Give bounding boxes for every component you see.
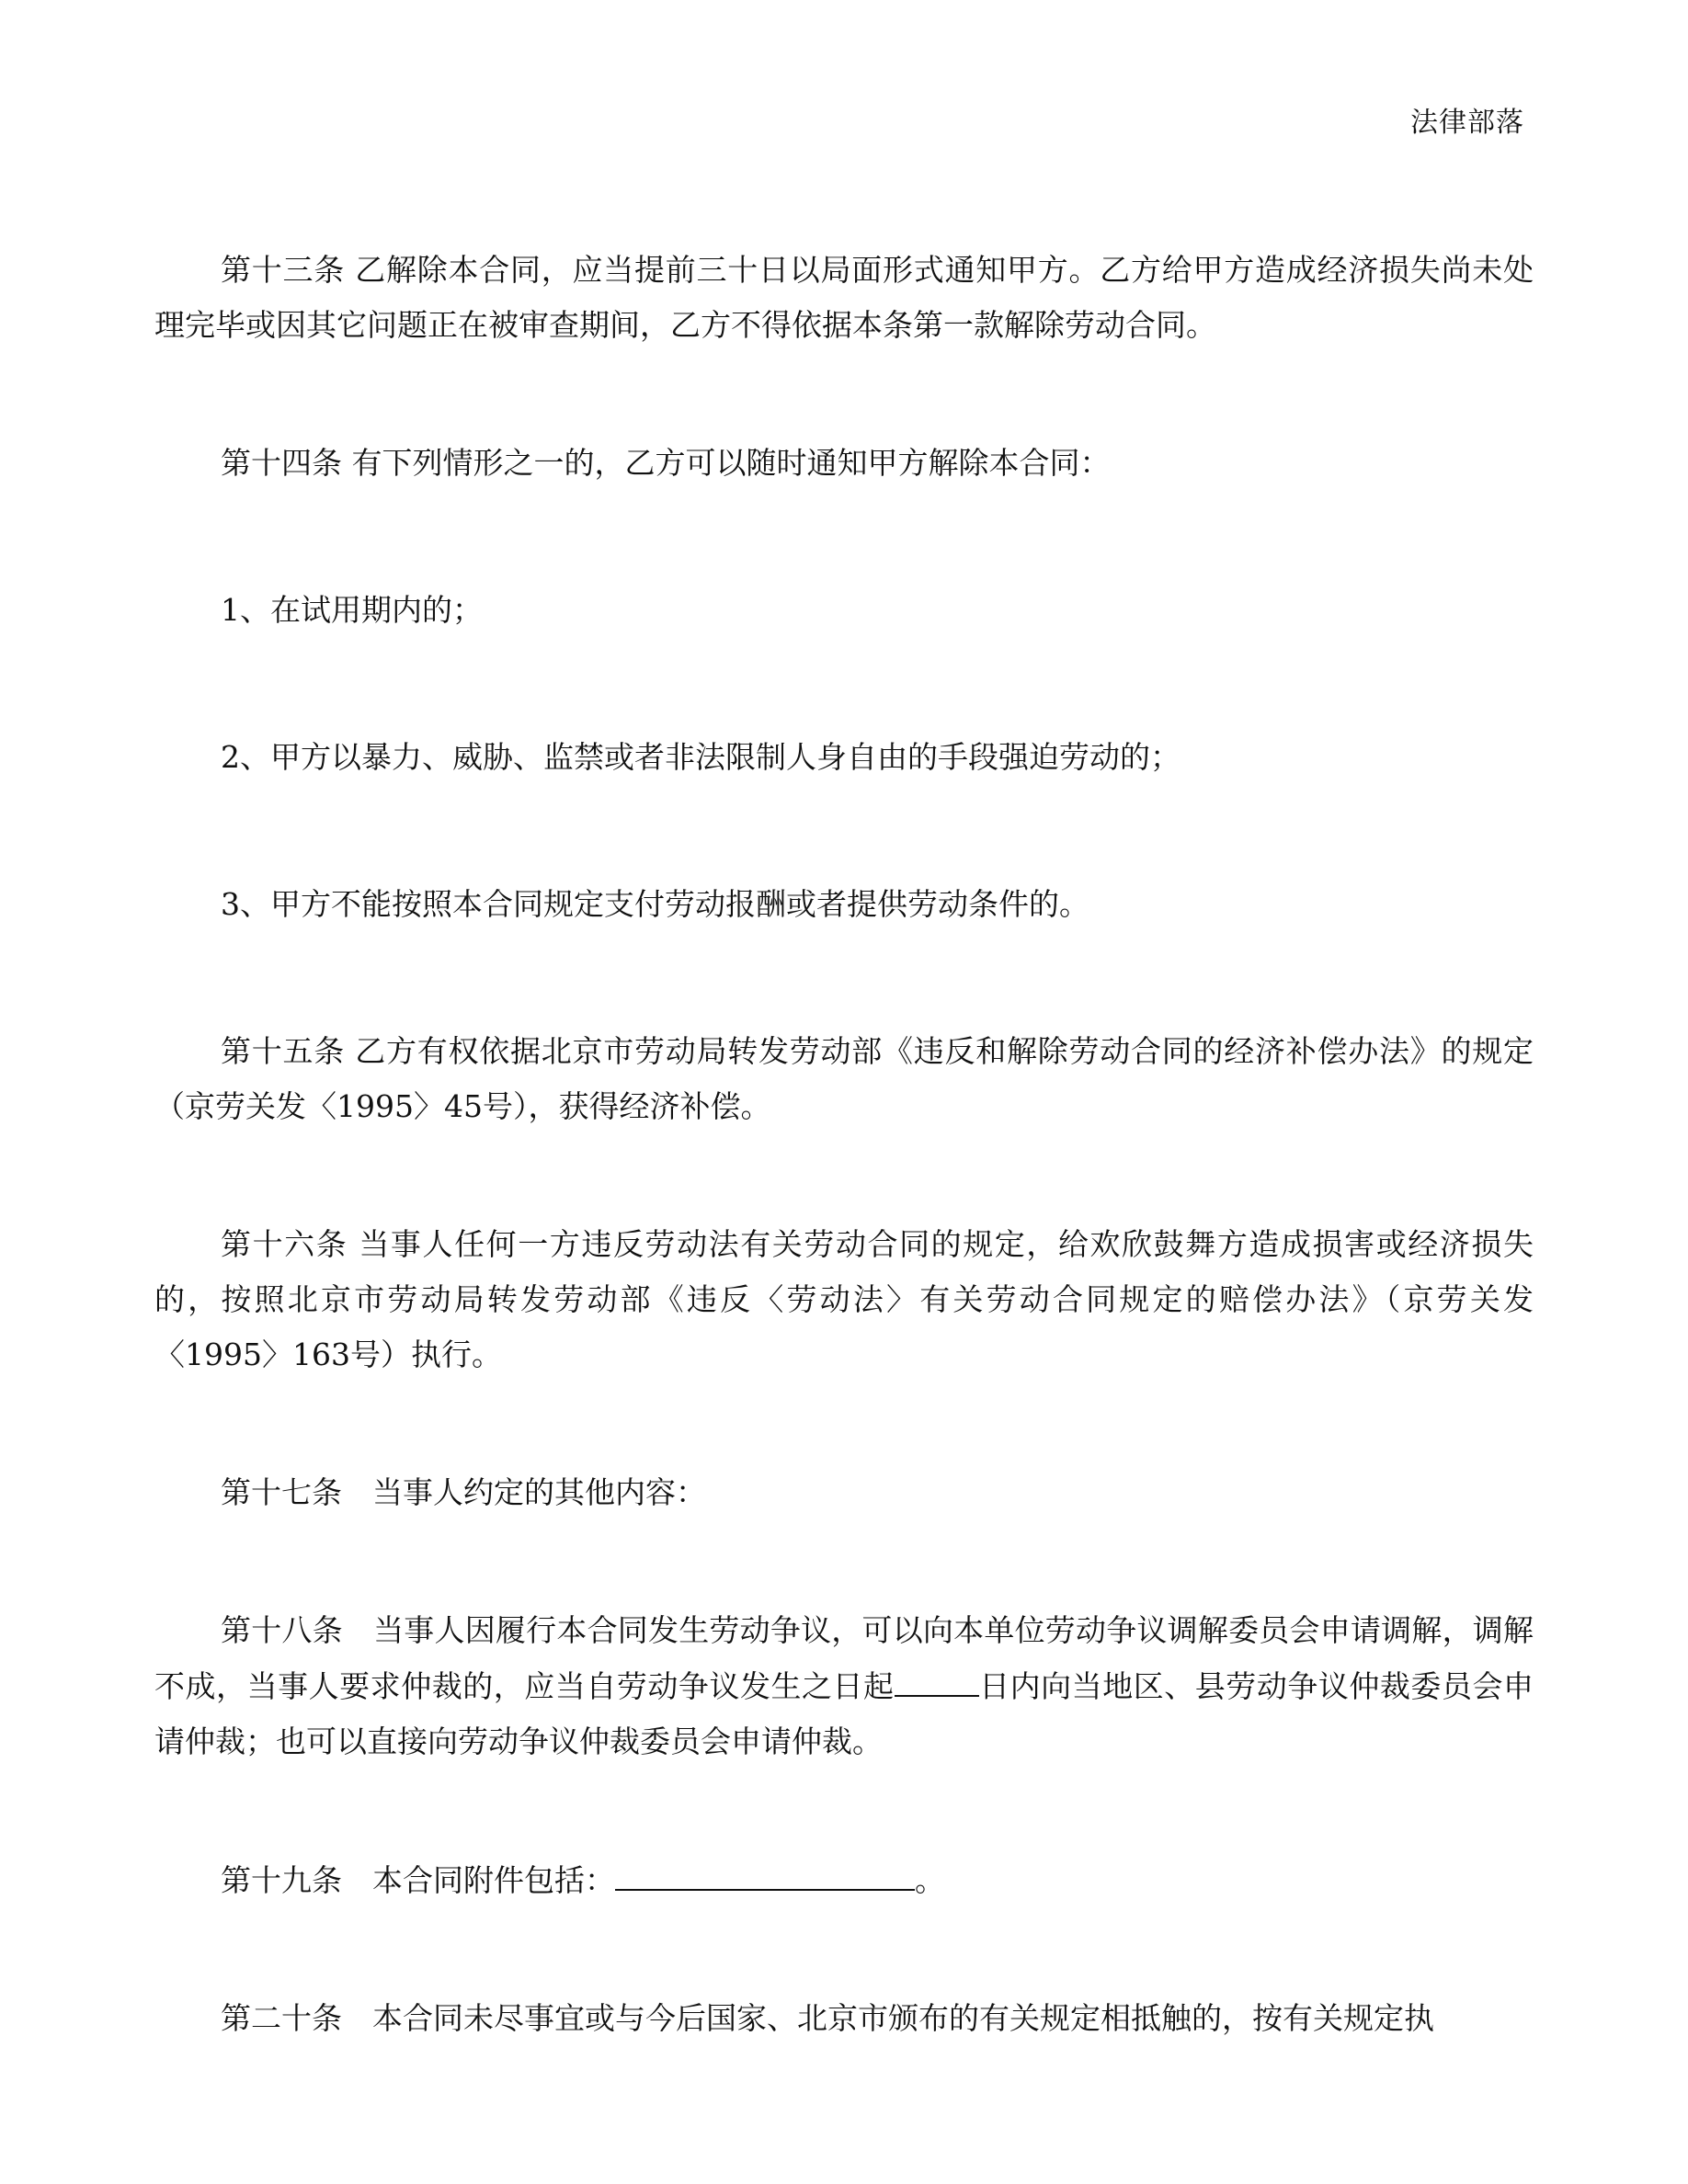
list-item-1: 1、在试用期内的； [221,592,483,628]
article-13: 第十三条 乙解除本合同，应当提前三十日以局面形式通知甲方。乙方给甲方造成经济损失尚未处理完毕或因其它问题正在被审查期间，乙方不得依据本条第一款解除劳动合同。 [154,252,1534,343]
article-18-text-b: 日内向当地区、县劳动争议仲裁委员会申请仲裁；也可以直接向劳动争议仲裁委员会申请仲裁。 [154,1668,1534,1759]
days-blank [895,1658,979,1697]
article-18 [154,1603,1534,1769]
article-19 [154,1852,1534,1908]
article-14: 第十四条 有下列情形之一的，乙方可以随时通知甲方解除本合同： [221,445,1111,481]
article-17: 第十七条 当事人约定的其他内容： [221,1474,706,1510]
attachments-blank [615,1852,915,1891]
article-15: 第十五条 乙方有权依据北京市劳动局转发劳动部《违反和解除劳动合同的经济补偿办法》的规定（京劳关发〈1995〉45号），获得经济补偿。 [154,1033,1534,1124]
list-item-2: 2、甲方以暴力、威胁、监禁或者非法限制人身自由的手段强迫劳动的； [221,739,1180,775]
list-item-3: 3、甲方不能按照本合同规定支付劳动报酬或者提供劳动条件的。 [221,886,1089,922]
page-header-title: 法律部落 [1410,107,1524,139]
article-18-text-a: 第十八条 当事人因履行本合同发生劳动争议，可以向本单位劳动争议调解委员会申请调解，调解不成，当事人要求仲裁的，应当自劳动争议发生之日起 [154,1612,1534,1704]
article-19-text-b: 。 [915,1862,945,1898]
article-16: 第十六条 当事人任何一方违反劳动法有关劳动合同的规定，给欢欣鼓舞方造成损害或经济损失的，按照北京市劳动局转发劳动部《违反〈劳动法〉有关劳动合同规定的赔偿办法》（京劳关发〈1995〉163号）执行。 [154,1226,1534,1372]
article-19-text-a: 第十九条 本合同附件包括： [221,1862,615,1898]
article-20: 第二十条 本合同未尽事宜或与今后国家、北京市颁布的有关规定相抵触的，按有关规定执 [221,2000,1434,2036]
document-body [154,243,1534,2046]
